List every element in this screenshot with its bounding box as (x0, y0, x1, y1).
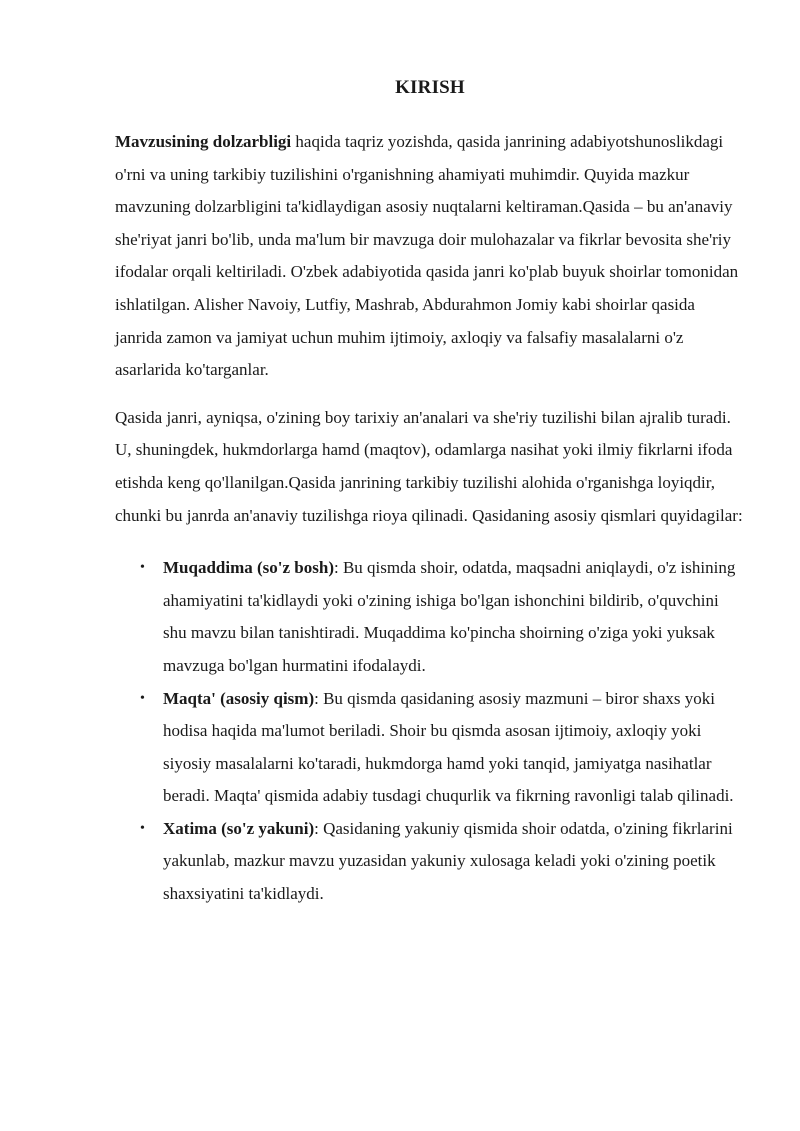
bullet-icon: • (140, 690, 145, 706)
structure-list (115, 552, 745, 911)
second-paragraph: Qasida janri, ayniqsa, o'zining boy tarixiy an'analari va she'riy tuzilishi bilan ajralib turadi. U, shuningdek, hukmdorlarga hamd (maqtov), odamlarga nasihat yoki ilmiy fikrlarni ifoda etishda keng qo'llanilgan.Qasida janrining tarkibiy tuzilishi alohida o'rganishga loyiqdir, chunki bu janrda an'anaviy tuzilishga rioya qilinadi. Qasidaning asosiy qismlari quyidagilar: (115, 407, 743, 525)
list-item-term: Muqaddima (so'z bosh) (163, 558, 334, 578)
list-item (115, 552, 745, 682)
page-title: KIRISH (395, 77, 465, 98)
list-item-term: Maqta' (asosiy qism) (163, 688, 315, 708)
list-item (115, 683, 745, 813)
list-item (115, 813, 745, 911)
bullet-icon: • (140, 560, 145, 576)
list-item-term: Xatima (so'z yakuni) (163, 818, 315, 838)
list-item-text: : Bu qismda qasidaning asosiy mazmuni – biror shaxs yoki hodisa haqida ma'lumot beriladi. Shoir bu qismda asosan ijtimoiy, axloqiy yoki siyosiy masalalarni ko'taradi, hukmdorga hamd yoki tanqid, jamiyatga nasihatlar beradi. Maqta' qismida adabiy tusdagi chuqurlik va fikrning ravonligi talab qilinadi. (163, 688, 734, 806)
document-page (115, 72, 745, 911)
list-item-text: : Bu qismda shoir, odatda, maqsadni aniqlaydi, o'z ishining ahamiyatini ta'kidlaydi yoki o'zining ishiga bo'lgan ishonchini bildirib, o'quvchini shu mavzu bilan tanishtiradi. Muqaddima ko'pincha shoirning o'ziga yoki yuksak mavzuga bo'lgan hurmatini ifodalaydi. (163, 558, 736, 675)
list-item-text: : Qasidaning yakuniy qismida shoir odatda, o'zining fikrlarini yakunlab, mazkur mavzu yuzasidan yakuniy xulosaga keladi yoki o'zining poetik shaxsiyatini ta'kidlaydi. (163, 818, 733, 904)
intro-bold-lead: Mavzusining dolzarbligi (115, 132, 292, 151)
bullet-icon: • (140, 820, 145, 836)
intro-paragraph (115, 126, 745, 387)
intro-paragraph-text: haqida taqriz yozishda, qasida janrining adabiyotshunoslikdagi o'rni va uning tarkibiy tuzilishini o'rganishning ahamiyati muhimdir. Quyida mazkur mavzuning dolzarbligini ta'kidlaydigan asosiy nuqtalarni keltiraman.Qasida – bu an'anaviy she'riyat janri bo'lib, unda ma'lum bir mavzuga doir mulohazalar va fikrlar bevosita she'riy ifodalar orqali keltiriladi. O'zbek adabiyotida qasida janri ko'plab buyuk shoirlar tomonidan ishlatilgan. Alisher Navoiy, Lutfiy, Mashrab, Abdurahmon Jomiy kabi shoirlar qasida janrida zamon va jamiyat uchun muhim ijtimoiy, axloqiy va falsafiy masalalarni o'z asarlarida ko'targanlar. (115, 132, 739, 380)
